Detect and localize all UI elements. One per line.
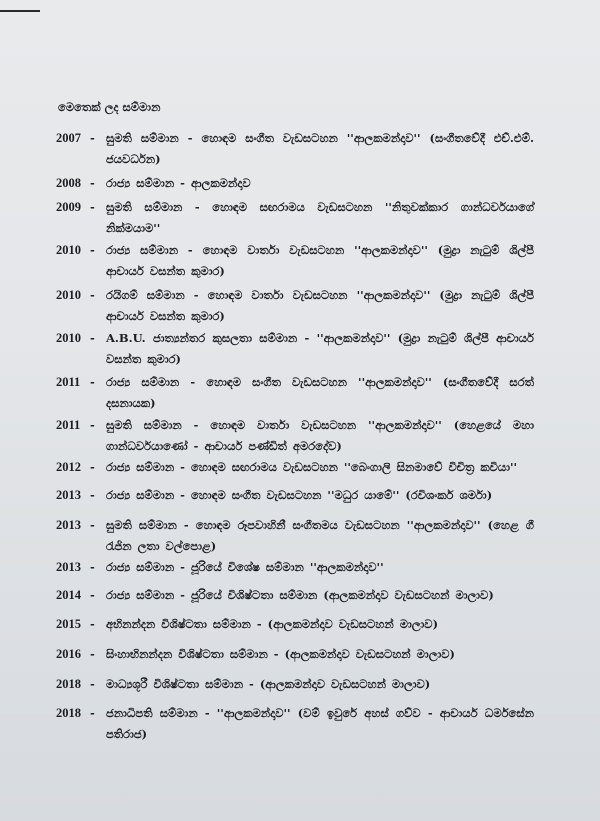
entry-text: රාජ්‍ය සම්මාන - ආලකමන්දාව [106, 176, 251, 190]
entry-dash: - [90, 518, 95, 532]
entry-text: සුමති සම්මාන - හොඳම රූපවාහිනී සංගීතමය වැඩසටහන ''ආලකමන්දාව'' (හෙළ ගී රැජින ලතා වල්පොළ) [106, 518, 534, 553]
entry-text: සුමති සම්මාන - හොඳම සංගීත වැඩසටහන ''ආලකමන්දාව'' (සංගීතවේදී එච්.එම්. ජයවර්ධන) [106, 131, 534, 166]
entry-year: 2011 [56, 418, 81, 432]
entry-year: 2016 [56, 647, 81, 661]
entry-text: අභිනන්දන විශිෂ්ටතා සම්මාන - (ආලකමන්දාව වැඩසටහන් මාලාව) [106, 617, 439, 631]
entry-text: රාජ්‍ය සම්මාන - හොඳම සංගීත වැඩසටහන ''මධුර යාමේ'' (රවිශංකර් ශර්මා) [106, 488, 493, 502]
entry-text: ජනාධිපති සම්මාන - ''ආලකමන්දාව'' (වම් ඉවුරේ අහස් ගව්ව - ආචාර්ය ධර්මසේන පතිරාජ) [106, 706, 534, 741]
entry-year: 2010 [56, 331, 81, 345]
entry-year: 2010 [56, 243, 81, 257]
entry-text: රයිගම් සම්මාන - හොඳම වාර්තා වැඩසටහන ''ආලකමන්දාව'' (මුද්‍රා නැටුම් ශිල්පී ආචාර්ය වසන්ත කුමාර) [106, 288, 534, 323]
entry-year: 2009 [56, 200, 81, 214]
entry-year: 2007 [56, 131, 81, 145]
entry-year: 2008 [56, 176, 81, 190]
entry-dash: - [90, 488, 95, 502]
entry-dash: - [90, 560, 95, 574]
entry-dash: - [90, 288, 95, 302]
entry-text: රාජ්‍ය සම්මාන - හොඳම සංගීත වැඩසටහන ''ආලකමන්දාව'' (සංගීතවේදී සරත් දසනායක) [106, 375, 534, 410]
entry-year: 2013 [56, 488, 81, 502]
entry-dash: - [90, 200, 95, 214]
entry-dash: - [90, 677, 95, 691]
entry-dash: - [90, 176, 95, 190]
entry-dash: - [90, 131, 95, 145]
entry-dash: - [90, 243, 95, 257]
entry-text: මාධ්‍යශූරී විශිෂ්ටතා සම්මාන - (ආලකමන්දාව වැඩසටහන් මාලාව) [106, 677, 431, 691]
entry-year: 2012 [56, 460, 81, 474]
entry-dash: - [90, 375, 95, 389]
entry-text: A.B.U. ජාත්‍යන්තර කුසලතා සම්මාන - ''ආලකමන්දාව'' (මුද්‍රා නැටුම් ශිල්පී ආචාර්ය වසන්ත කුමාර) [106, 331, 534, 366]
entry-year: 2011 [56, 375, 81, 389]
entry-year: 2015 [56, 617, 81, 631]
document-heading: මෙතෙක් ලද සම්මාන [58, 100, 161, 114]
entry-year: 2013 [56, 560, 81, 574]
entry-year: 2018 [56, 677, 81, 691]
entry-dash: - [90, 588, 95, 602]
entry-text: රාජ්‍ය සම්මාන - හොඳම වාර්තා වැඩසටහන ''ආලකමන්දාව'' (මුද්‍රා නැටුම් ශිල්පී ආචාර්ය වසන්ත කුමාර) [106, 243, 534, 278]
entry-dash: - [90, 460, 95, 474]
entry-dash: - [90, 647, 95, 661]
entry-dash: - [90, 331, 95, 345]
entry-year: 2013 [56, 518, 81, 532]
entry-dash: - [90, 706, 95, 720]
entry-dash: - [90, 617, 95, 631]
entry-text: රාජ්‍ය සම්මාන - හොඳම සඟරාමය වැඩසටහන ''බෙංගාලි සිනමාවේ විචිත්‍ර කවියා'' [106, 460, 518, 474]
entry-text: සිංහාභිනන්දන විශිෂ්ටතා සම්මාන - (ආලකමන්දාව වැඩසටහන් මාලාව) [106, 647, 455, 661]
entry-year: 2014 [56, 588, 81, 602]
pen-mark [0, 10, 40, 12]
entry-text: සුමති සම්මාන - හොඳම වාර්තා වැඩසටහන ''ආලකමන්දාව'' (හෙළයේ මහා ගාන්ධර්වයාණෝ - ආචාර්ය පණ්ඩිත් අමරදේව) [106, 418, 534, 453]
entry-dash: - [90, 418, 95, 432]
entry-year: 2018 [56, 706, 81, 720]
entry-text: රාජ්‍ය සම්මාන - ජූරියේ විශේෂ සම්මාන ''ආලකමන්දාව'' [106, 560, 384, 574]
entry-year: 2010 [56, 288, 81, 302]
entry-text: සුමති සම්මාන - හොඳම සඟරාමය වැඩසටහන ''නිතුවක්කාර ගාන්ධර්වයාගේ නික්මයාම'' [106, 200, 534, 235]
entry-text: රාජ්‍ය සම්මාන - ජූරියේ විශිෂ්ටතා සම්මාන (ආලකමන්දාව වැඩසටහන් මාලාව) [106, 588, 494, 602]
